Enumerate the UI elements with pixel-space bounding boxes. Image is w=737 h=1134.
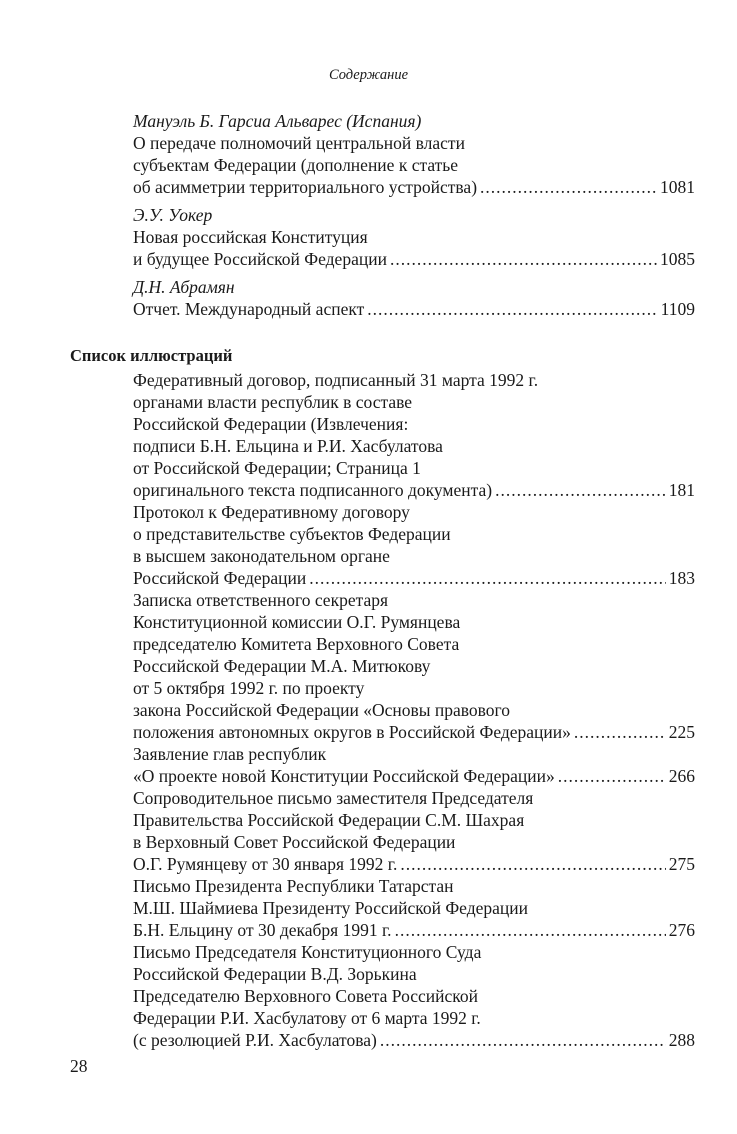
entry-title-line: оригинального текста подписанного документа) [133, 480, 493, 500]
dot-leader [380, 1029, 666, 1051]
illustration-entry [133, 743, 695, 787]
entry-last-line[interactable] [133, 919, 695, 941]
entry-title-line: Правительства Российской Федерации С.М. Шахрая [133, 810, 525, 830]
entry-title-line: Отчет. Международный аспект [133, 299, 365, 319]
dot-leader [367, 298, 657, 320]
page-reference: 266 [668, 766, 695, 786]
page-reference: 181 [668, 480, 695, 500]
entry-last-line[interactable] [133, 248, 695, 270]
dot-leader [395, 919, 666, 941]
entry-title-line: Председателю Верховного Совета Российской [133, 986, 479, 1006]
entry-title-line: «О проекте новой Конституции Российской Федерации» [133, 766, 555, 786]
entry-title-line: председателю Комитета Верховного Совета [133, 634, 460, 654]
entry-title-line: от Российской Федерации; Страница 1 [133, 458, 421, 478]
entry-title-line: О передаче полномочий центральной власти [133, 133, 465, 153]
dot-leader [558, 765, 666, 787]
entry-title-line: в Верховный Совет Российской Федерации [133, 832, 456, 852]
illustration-entry [133, 501, 695, 589]
illustration-entry [133, 369, 695, 501]
page-reference: 1085 [660, 249, 695, 269]
entry-title-line: Письмо Президента Республики Татарстан [133, 876, 454, 896]
running-header: Содержание [328, 67, 409, 83]
entry-last-line[interactable] [133, 298, 695, 320]
entry-title-line: о представительстве субъектов Федерации [133, 524, 451, 544]
entry-author: Д.Н. Абрамян [133, 277, 235, 297]
entry-title-line: закона Российской Федерации «Основы правового [133, 700, 511, 720]
entry-last-line[interactable] [133, 567, 695, 589]
illustration-entry [133, 589, 695, 743]
illustration-entry [133, 875, 695, 941]
entry-title-line: Письмо Председателя Конституционного Суда [133, 942, 482, 962]
entry-author: Мануэль Б. Гарсиа Альварес (Испания) [133, 111, 422, 131]
entry-title-line: подписи Б.Н. Ельцина и Р.И. Хасбулатова [133, 436, 443, 456]
entry-last-line[interactable] [133, 479, 695, 501]
entry-title-line: Российской Федерации В.Д. Зорькина [133, 964, 417, 984]
entry-title-line: от 5 октября 1992 г. по проекту [133, 678, 365, 698]
entry-last-line[interactable] [133, 176, 695, 198]
page-reference: 276 [668, 920, 695, 940]
dot-leader [309, 567, 665, 589]
illustration-entry [133, 787, 695, 875]
page-reference: 1081 [660, 177, 695, 197]
entry-title-line: Российской Федерации [133, 568, 307, 588]
entry-title-line: Протокол к Федеративному договору [133, 502, 410, 522]
entry-title-line: Федерации Р.И. Хасбулатову от 6 марта 1992 г. [133, 1008, 481, 1028]
page-reference: 183 [668, 568, 695, 588]
dot-leader [400, 853, 665, 875]
page-reference: 288 [668, 1030, 695, 1050]
toc-entry [133, 276, 695, 320]
toc-entry [133, 110, 695, 198]
entry-title-line: положения автономных округов в Российской Федерации» [133, 722, 571, 742]
entry-title-line: О.Г. Румянцеву от 30 января 1992 г. [133, 854, 398, 874]
dot-leader [480, 176, 657, 198]
dot-leader [495, 479, 666, 501]
entry-title-line: Конституционной комиссии О.Г. Румянцева [133, 612, 461, 632]
top-entries [133, 110, 695, 326]
dot-leader [390, 248, 657, 270]
toc-entry [133, 204, 695, 270]
illustrations-list [133, 369, 695, 1051]
entry-title-line: Сопроводительное письмо заместителя Председателя [133, 788, 534, 808]
dot-leader [574, 721, 666, 743]
entry-title-line: М.Ш. Шаймиева Президенту Российской Федерации [133, 898, 528, 918]
entry-title-line: (с резолюцией Р.И. Хасбулатова) [133, 1030, 377, 1050]
entry-title-line: Новая российская Конституция [133, 227, 368, 247]
section-title: Список иллюстраций [70, 346, 233, 365]
page-reference: 275 [668, 854, 695, 874]
entry-title-line: Б.Н. Ельцину от 30 декабря 1991 г. [133, 920, 392, 940]
entry-title-line: и будущее Российской Федерации [133, 249, 387, 269]
entry-last-line[interactable] [133, 765, 695, 787]
entry-title-line: субъектам Федерации (дополнение к статье [133, 155, 459, 175]
illustration-entry [133, 941, 695, 1051]
page-reference: 225 [668, 722, 695, 742]
entry-title-line: Федеративный договор, подписанный 31 марта 1992 г. [133, 370, 539, 390]
entry-last-line[interactable] [133, 853, 695, 875]
entry-last-line[interactable] [133, 721, 695, 743]
entry-title-line: в высшем законодательном органе [133, 546, 390, 566]
entry-title-line: Заявление глав республик [133, 744, 327, 764]
entry-title-line: Российской Федерации М.А. Митюкову [133, 656, 431, 676]
entry-author: Э.У. Уокер [133, 205, 213, 225]
page-reference: 1109 [660, 299, 695, 319]
entry-title-line: органами власти республик в составе [133, 392, 413, 412]
entry-title-line: об асимметрии территориального устройства) [133, 177, 478, 197]
entry-title-line: Российской Федерации (Извлечения: [133, 414, 409, 434]
page-number: 28 [70, 1056, 88, 1076]
entry-last-line[interactable] [133, 1029, 695, 1051]
entry-title-line: Записка ответственного секретаря [133, 590, 389, 610]
